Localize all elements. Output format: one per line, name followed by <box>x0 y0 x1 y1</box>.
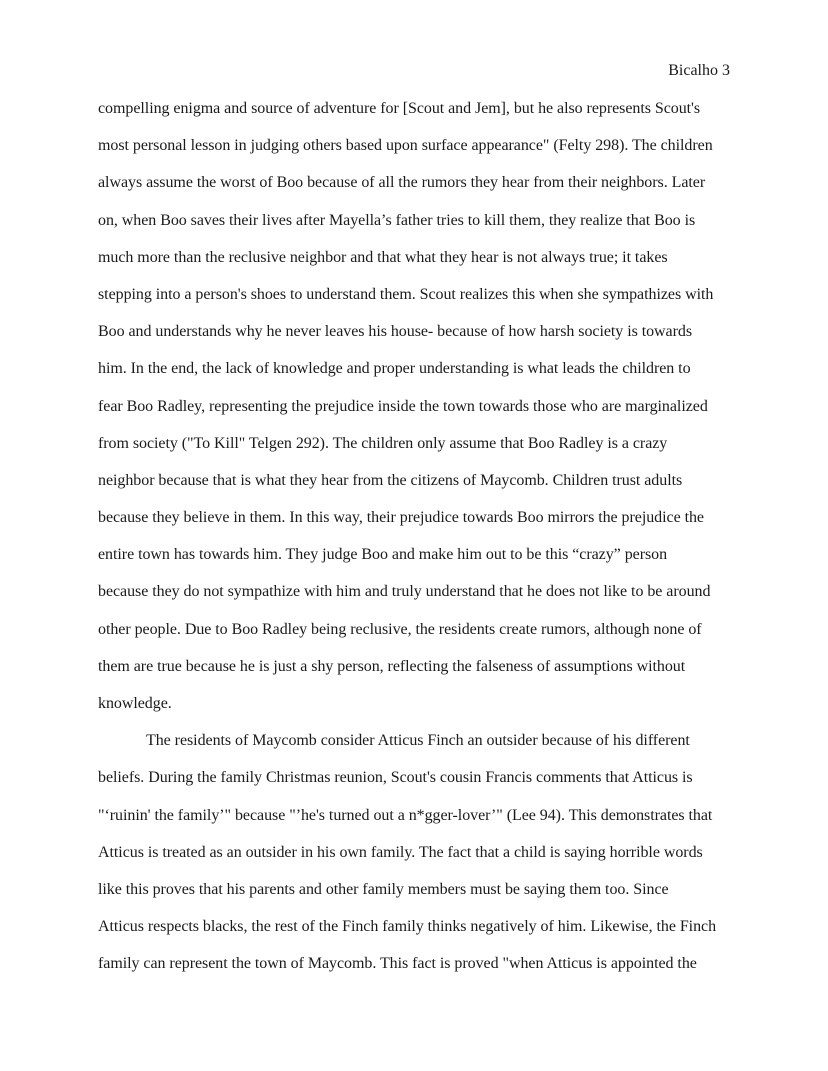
text-line: most personal lesson in judging others based upon surface appearance" (Felty 298). The children <box>98 137 713 155</box>
text-line: knowledge. <box>98 695 172 712</box>
text-line: fear Boo Radley, representing the prejudice inside the town towards those who are marginalized <box>98 397 708 415</box>
text-line: neighbor because that is what they hear from the citizens of Maycomb. Children trust adults <box>98 471 683 489</box>
text-line: like this proves that his parents and other family members must be saying them too. Since <box>98 880 669 898</box>
text-line: other people. Due to Boo Radley being reclusive, the residents create rumors, although none of <box>98 620 702 638</box>
paragraph-start-line: The residents of Maycomb consider Atticus Finch an outsider because of his different <box>146 732 690 750</box>
body-text <box>98 90 738 983</box>
text-line: stepping into a person's shoes to understand them. Scout realizes this when she sympathizes with <box>98 285 714 303</box>
text-line: because they do not sympathize with him and truly understand that he does not like to be around <box>98 583 711 601</box>
text-line: "‘ruinin' the family’" because "’he's turned out a n*gger-lover’" (Lee 94). This demonstrates that <box>98 806 713 824</box>
text-line: compelling enigma and source of adventure for [Scout and Jem], but he also represents Scout's <box>98 100 701 117</box>
text-line: always assume the worst of Boo because of all the rumors they hear from their neighbors. Later <box>98 174 706 192</box>
text-line: on, when Boo saves their lives after Mayella’s father tries to kill them, they realize that Boo is <box>98 211 696 229</box>
text-line: Atticus respects blacks, the rest of the Finch family thinks negatively of him. Likewise, the Finch <box>98 918 717 936</box>
text-line: family can represent the town of Maycomb. This fact is proved "when Atticus is appointed the <box>98 955 697 973</box>
text-line: beliefs. During the family Christmas reunion, Scout's cousin Francis comments that Atticus is <box>98 769 693 787</box>
text-line: much more than the reclusive neighbor and that what they hear is not always true; it takes <box>98 248 668 266</box>
text-line: because they believe in them. In this way, their prejudice towards Boo mirrors the prejudice the <box>98 509 704 527</box>
running-head: Bicalho 3 <box>668 62 730 79</box>
text-line: from society ("To Kill" Telgen 292). The children only assume that Boo Radley is a crazy <box>98 434 668 452</box>
text-line: Boo and understands why he never leaves his house- because of how harsh society is towards <box>98 323 693 341</box>
text-line: entire town has towards him. They judge Boo and make him out to be this “crazy” person <box>98 546 668 564</box>
text-line: him. In the end, the lack of knowledge and proper understanding is what leads the children to <box>98 360 691 378</box>
text-line: them are true because he is just a shy person, reflecting the falseness of assumptions without <box>98 657 686 675</box>
text-line: Atticus is treated as an outsider in his own family. The fact that a child is saying horrible words <box>98 843 703 861</box>
